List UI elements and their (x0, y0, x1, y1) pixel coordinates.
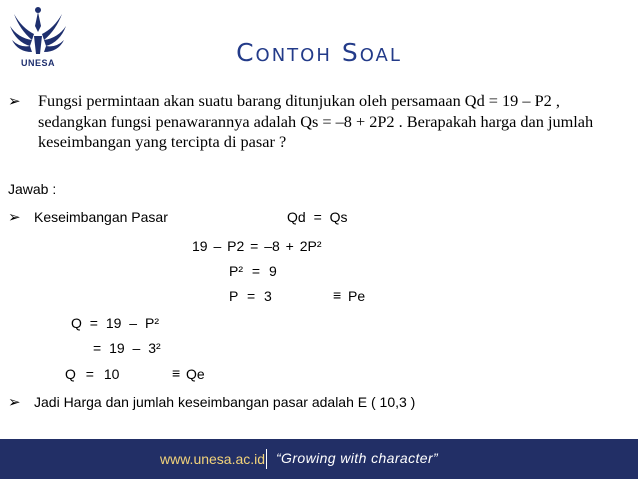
quantity-equation-1: Q = 19 – P² (71, 315, 159, 331)
equation-substitution: 19 – P2 = –8 + 2P² (192, 238, 322, 254)
equivalence-symbol: ≡ (172, 365, 181, 381)
conclusion-text: Jadi Harga dan jumlah keseimbangan pasar adalah E ( 10,3 ) (34, 394, 416, 410)
arrow-bullet-icon: ➢ (8, 208, 21, 226)
logo-text: UNESA (20, 58, 55, 68)
quantity-equation-2: = 19 – 3² (93, 340, 161, 356)
price-equilibrium-label: Pe (348, 288, 366, 304)
footer-motto: “Growing with character” (276, 450, 439, 466)
slide-title: Contoh Soal (236, 38, 402, 67)
equivalence-symbol: ≡ (333, 287, 342, 303)
arrow-bullet-icon: ➢ (8, 393, 21, 411)
footer-bar (0, 439, 638, 479)
equation-qd-qs: Qd = Qs (287, 209, 348, 225)
footer-divider (266, 449, 267, 469)
question-text: Fungsi permintaan akan suatu barang ditunjukan oleh persamaan Qd = 19 – P2 , sedangkan fungsi penawarannya adalah Qs = –8 + 2P2 . Berapakah harga dan jumlah keseimbangan yang tercipta di pasar ? (38, 91, 594, 151)
arrow-bullet-icon: ➢ (8, 92, 21, 110)
equilibrium-label: Keseimbangan Pasar (34, 209, 168, 225)
quantity-equilibrium-label: Qe (186, 366, 205, 382)
equation-p: P = 3 (229, 288, 272, 304)
quantity-equation-3: Q = 10 (65, 366, 120, 382)
equation-p-squared: P² = 9 (229, 263, 277, 279)
answer-label: Jawab : (8, 181, 57, 197)
footer-url: www.unesa.ac.id (160, 451, 266, 467)
